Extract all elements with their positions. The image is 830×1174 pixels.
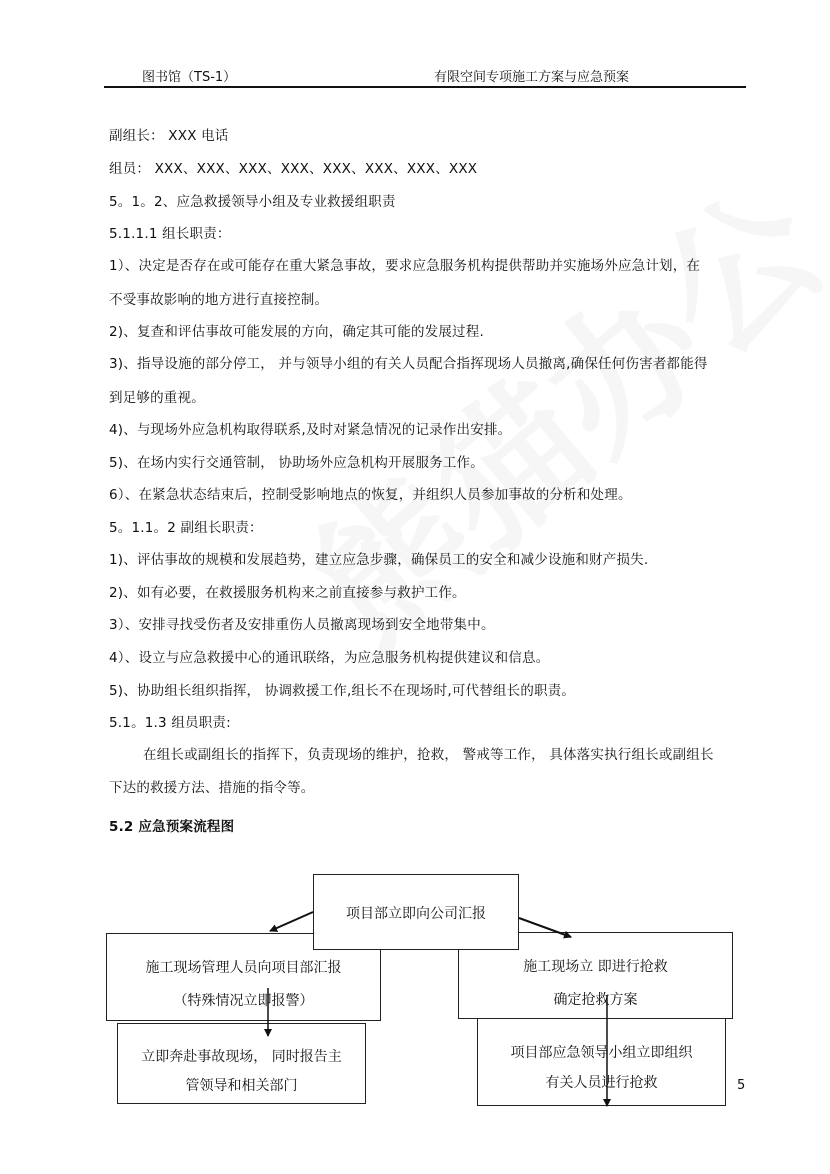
section-heading: 5。1。2、应急救援领导小组及专业救援组职责 xyxy=(109,194,396,210)
flow-right1-line2: 确定抢救方案 xyxy=(553,992,638,1008)
leader-duty-1: 1）、决定是否存在或可能存在重大紧急事故，要求应急服务机构提供帮助并实施场外应急计划，在 xyxy=(109,258,701,274)
leader-duty-2: 2)、复查和评估事故可能发展的方向，确定其可能的发展过程. xyxy=(109,324,484,340)
leader-duty-3: 3)、指导设施的部分停工， 并与领导小组的有关人员配合指挥现场人员撤离,确保任何伤害者都能得 xyxy=(109,356,708,372)
deputy-duty-1: 1)、评估事故的规模和发展趋势，建立应急步骤，确保员工的安全和减少设施和财产损失. xyxy=(109,552,649,568)
leader-duty-4: 4)、与现场外应急机构取得联系,及时对紧急情况的记录作出安排。 xyxy=(109,422,512,438)
flow-left2-line1: 立即奔赴事故现场， 同时报告主 xyxy=(141,1049,342,1065)
member-duties-heading: 5.1。1.3 组员职责: xyxy=(109,715,231,731)
arrow-top-to-right xyxy=(519,918,571,937)
leader-duties-heading: 5.1.1.1 组长职责： xyxy=(109,226,231,242)
flowchart-heading: 5.2 应急预案流程图 xyxy=(109,819,235,835)
deputy-duty-5: 5)、协助组长组织指挥， 协调救援工作,组长不在现场时,可代替组长的职责。 xyxy=(109,683,576,699)
flow-left1-line2: （特殊情况立即报警） xyxy=(173,993,314,1009)
member-duties-text: 在组长或副组长的指挥下，负责现场的维护，抢救， 警戒等工作， 具体落实执行组长或副组长 xyxy=(143,747,714,763)
flow-top-text: 项目部立即向公司汇报 xyxy=(346,906,486,922)
flow-right2-line1: 项目部应急领导小组立即组织 xyxy=(510,1045,693,1061)
page-number: 5 xyxy=(737,1078,746,1093)
leader-duty-5: 5)、在场内实行交通管制， 协助场外应急机构开展服务工作。 xyxy=(109,455,484,471)
member-duties-text-cont: 下达的救援方法、措施的指令等。 xyxy=(109,780,315,796)
deputy-duty-2: 2)、如有必要，在救援服务机构来之前直接参与救护工作。 xyxy=(109,585,466,601)
flow-right2-line2: 有关人员进行抢救 xyxy=(545,1075,658,1091)
leader-duty-1-cont: 不受事故影响的地方进行直接控制。 xyxy=(109,292,329,308)
flow-right1-line1: 施工现场立 即进行抢救 xyxy=(523,959,668,975)
deputy-leader-line: 副组长： XXX 电话 xyxy=(109,128,229,144)
deputy-duties-heading: 5。1.1。2 副组长职责： xyxy=(109,520,263,536)
flow-left2-line2: 管领导和相关部门 xyxy=(185,1078,298,1094)
leader-duty-6: 6）、在紧急状态结束后，控制受影响地点的恢复，并组织人员参加事故的分析和处理。 xyxy=(109,487,632,503)
arrow-top-to-left xyxy=(270,912,313,931)
deputy-duty-4: 4）、设立与应急救援中心的通讯联络，为应急服务机构提供建议和信息。 xyxy=(109,650,550,666)
deputy-duty-3: 3）、安排寻找受伤者及安排重伤人员撤离现场到安全地带集中。 xyxy=(109,617,495,633)
header-right: 有限空间专项施工方案与应急预案 xyxy=(434,70,630,85)
members-line: 组员： XXX、XXX、XXX、XXX、XXX、XXX、XXX、XXX xyxy=(109,161,478,177)
flow-left1-line1: 施工现场管理人员向项目部汇报 xyxy=(145,960,342,976)
leader-duty-3-cont: 到足够的重视。 xyxy=(109,390,205,406)
header-left: 图书馆（TS-1） xyxy=(142,70,237,85)
